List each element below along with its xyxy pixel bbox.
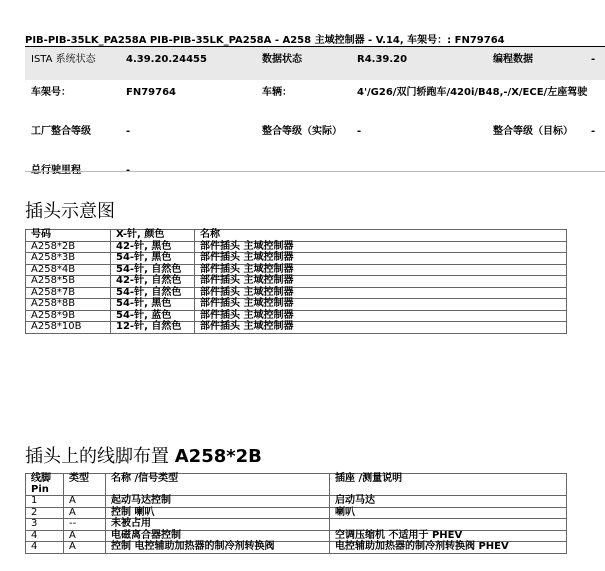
info-value: R4.39.20	[357, 47, 493, 80]
pin-color: 54-针, 自然色	[111, 264, 195, 276]
info-label: 编程数据	[493, 47, 591, 80]
column-header: 号码	[26, 230, 111, 242]
table-row	[26, 264, 567, 276]
pin-number: 4	[26, 530, 64, 542]
section-title-pin-layout	[25, 442, 262, 468]
connector-name: 部件插头 主域控制器	[195, 299, 567, 311]
info-row	[25, 47, 605, 80]
connector-name: 部件插头 主域控制器	[195, 287, 567, 299]
table-row	[26, 542, 567, 554]
connector-name: 部件插头 主域控制器	[195, 310, 567, 322]
column-header: 名称 /信号类型	[106, 474, 330, 496]
pin-color: 42-针, 自然色	[111, 276, 195, 288]
column-header: 名称	[195, 230, 567, 242]
connector-id: A258*5B	[26, 276, 111, 288]
column-header: 类型	[64, 474, 106, 496]
info-value: -	[591, 126, 596, 137]
info-divider	[25, 171, 605, 172]
socket-description	[330, 519, 567, 531]
info-value: -	[126, 165, 131, 176]
socket-description: 空调压缩机 不适用于 PHEV	[330, 530, 567, 542]
connector-id: A258*10B	[26, 322, 111, 334]
table-row	[26, 519, 567, 531]
info-label: 车架号：	[31, 87, 71, 98]
connector-name: 部件插头 主域控制器	[195, 253, 567, 265]
info-row	[25, 119, 605, 158]
socket-description: 电控辅助加热器的制冷剂转换阀 PHEV	[330, 542, 567, 554]
pin-type: A	[64, 542, 106, 554]
column-header: X-针, 颜色	[111, 230, 195, 242]
pin-color: 54-针, 蓝色	[111, 310, 195, 322]
connector-table	[25, 229, 567, 334]
document-header: PIB-PIB-35LK_PA258A PIB-PIB-35LK_PA258A - A258 主域控制器 - V.14, 车架号：: FN79764	[25, 35, 505, 46]
socket-description: 启动马达	[330, 496, 567, 508]
info-row	[25, 158, 605, 197]
table-row	[26, 322, 567, 334]
info-value: 4'/G26/双门轿跑车/420i/B48,-/X/ECE/左座驾驶	[357, 87, 588, 98]
pin-color: 54-针, 自然色	[111, 287, 195, 299]
table-row	[26, 299, 567, 311]
pin-color: 12-针, 自然色	[111, 322, 195, 334]
info-label: 总行驶里程	[31, 165, 81, 176]
info-label: 工厂整合等级	[31, 126, 91, 137]
connector-id: A258*9B	[26, 310, 111, 322]
connector-name: 部件插头 主域控制器	[195, 322, 567, 334]
info-value: 4.39.20.24455	[126, 47, 262, 80]
signal-name: 控制 电控辅助加热器的制冷剂转换阀	[106, 542, 330, 554]
section-title-prefix: 插头上的线脚布置	[25, 446, 169, 467]
pin-assignment-table	[25, 473, 567, 554]
connector-name: 部件插头 主域控制器	[195, 276, 567, 288]
pin-type: A	[64, 530, 106, 542]
pin-color: 42-针, 黑色	[111, 241, 195, 253]
connector-id: A258*8B	[26, 299, 111, 311]
vehicle-info-table	[25, 47, 605, 197]
connector-name: 部件插头 主域控制器	[195, 241, 567, 253]
pin-type: A	[64, 507, 106, 519]
signal-name: 未被占用	[106, 519, 330, 531]
table-row	[26, 530, 567, 542]
table-row	[26, 276, 567, 288]
column-header: 线脚 Pin	[26, 474, 64, 496]
table-row	[26, 253, 567, 265]
signal-name: 控制 喇叭	[106, 507, 330, 519]
table-row	[26, 241, 567, 253]
signal-name: 电磁离合器控制	[106, 530, 330, 542]
info-label: 车辆：	[262, 87, 292, 98]
socket-description: 喇叭	[330, 507, 567, 519]
info-label: 整合等级（目标）	[493, 126, 573, 137]
pin-number: 4	[26, 542, 64, 554]
column-header: 插座 /测量说明	[330, 474, 567, 496]
connector-id: A258*4B	[26, 264, 111, 276]
connector-id: A258*2B	[26, 241, 111, 253]
pin-number: 2	[26, 507, 64, 519]
table-row	[26, 287, 567, 299]
section-title-code: A258*2B	[174, 446, 262, 467]
table-header-row	[26, 230, 567, 242]
table-row	[26, 507, 567, 519]
pin-color: 54-针, 黑色	[111, 253, 195, 265]
connector-id: A258*3B	[26, 253, 111, 265]
pin-type: A	[64, 496, 106, 508]
info-label: 数据状态	[262, 47, 357, 80]
connector-name: 部件插头 主域控制器	[195, 264, 567, 276]
table-header-row	[26, 474, 567, 496]
info-value: FN79764	[126, 87, 176, 98]
info-row	[25, 80, 605, 119]
info-value: -	[357, 126, 362, 137]
pin-number: 3	[26, 519, 64, 531]
section-title-connector-diagram: 插头示意图	[25, 201, 115, 222]
pin-number: 1	[26, 496, 64, 508]
pin-type: --	[64, 519, 106, 531]
connector-id: A258*7B	[26, 287, 111, 299]
table-row	[26, 310, 567, 322]
info-label: ISTA 系统状态	[25, 47, 126, 80]
info-value: -	[591, 47, 605, 80]
info-value: -	[126, 126, 131, 137]
pin-color: 54-针, 黑色	[111, 299, 195, 311]
table-row	[26, 496, 567, 508]
info-label: 整合等级（实际）	[262, 126, 342, 137]
signal-name: 起动马达控制	[106, 496, 330, 508]
